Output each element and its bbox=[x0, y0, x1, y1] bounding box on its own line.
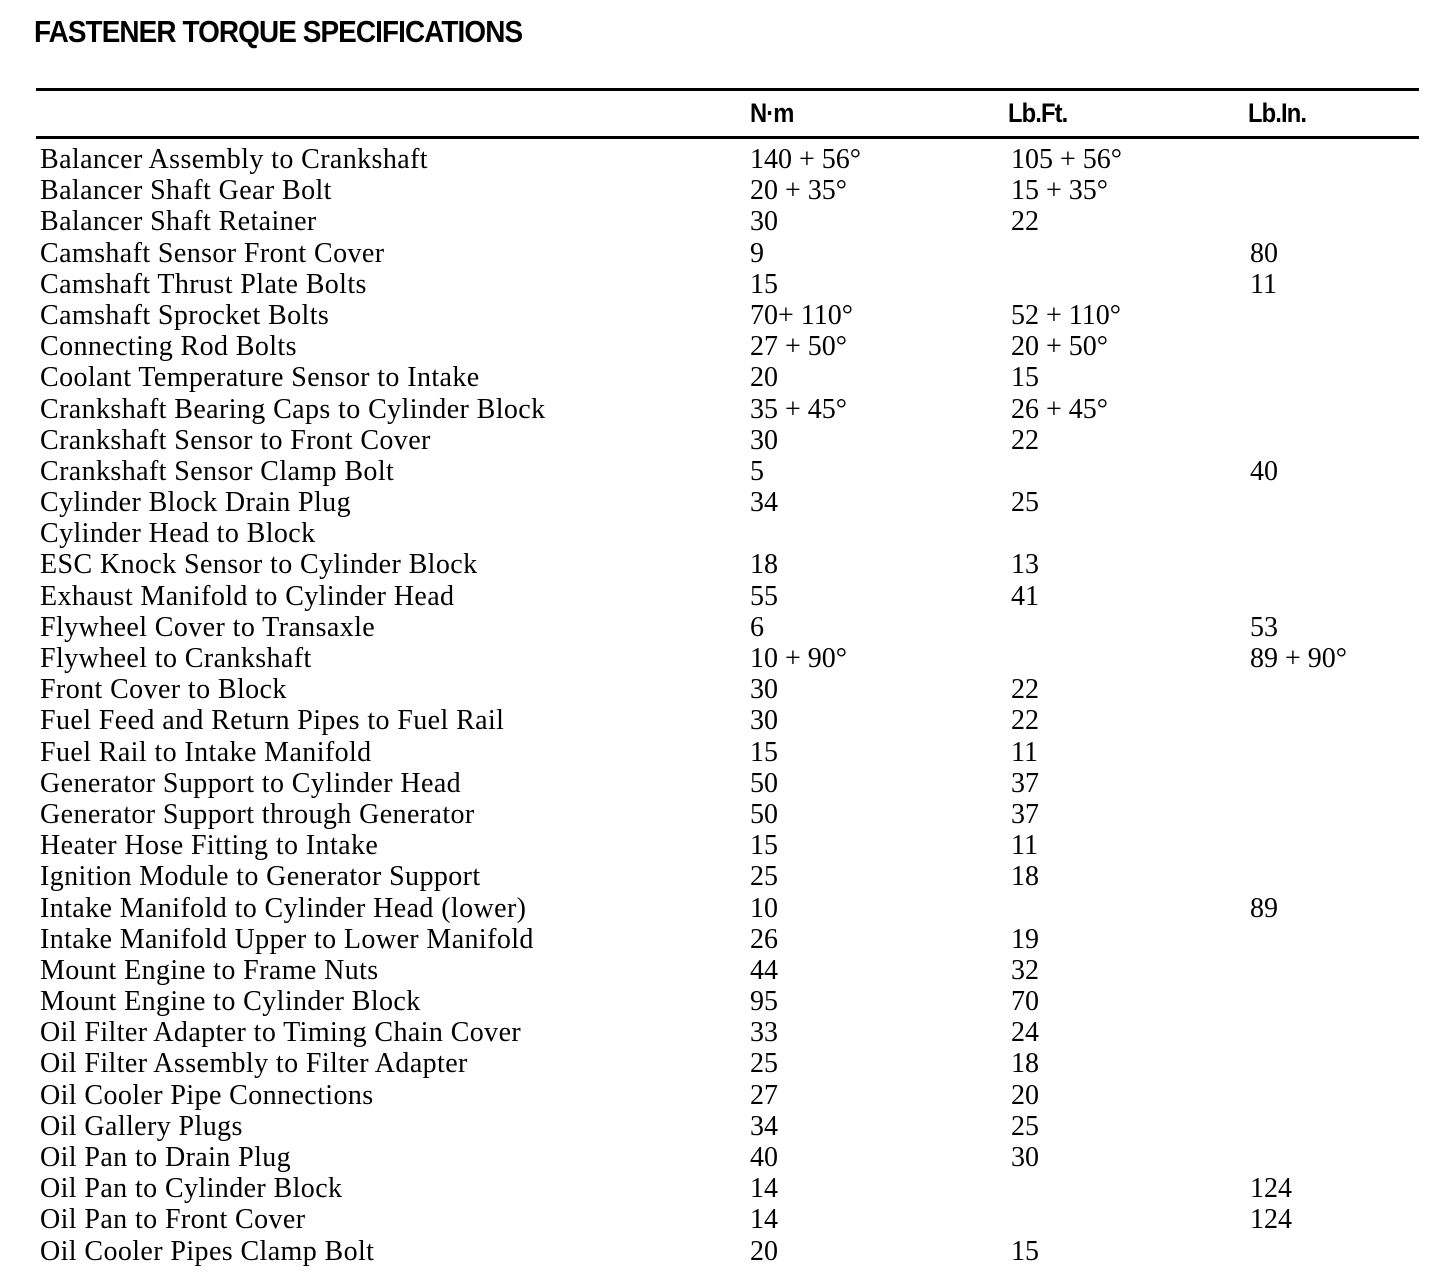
table-row bbox=[40, 394, 1420, 425]
column-header-lbft: Lb.Ft. bbox=[1008, 98, 1068, 128]
torque-nm: 5 bbox=[750, 455, 764, 487]
table-row bbox=[40, 924, 1420, 955]
table-row bbox=[40, 643, 1420, 674]
torque-nm: 34 bbox=[750, 1110, 778, 1142]
table-row bbox=[40, 1048, 1420, 1079]
table-row bbox=[40, 1236, 1420, 1267]
table-row bbox=[40, 955, 1420, 986]
header-bottom-rule bbox=[36, 136, 1419, 139]
table-row bbox=[40, 518, 1420, 549]
fastener-name: Balancer Assembly to Crankshaft bbox=[40, 144, 428, 175]
table-row bbox=[40, 1142, 1420, 1173]
fastener-name: Coolant Temperature Sensor to Intake bbox=[40, 362, 480, 394]
torque-lbft: 105 + 56° bbox=[1011, 144, 1122, 175]
torque-lbin: 89 bbox=[1250, 892, 1278, 924]
torque-nm: 10 + 90° bbox=[750, 643, 847, 674]
torque-nm: 20 + 35° bbox=[750, 175, 847, 207]
torque-nm: 25 bbox=[750, 1048, 778, 1080]
torque-nm: 50 bbox=[750, 767, 778, 799]
torque-lbft: 20 + 50° bbox=[1011, 331, 1108, 363]
fastener-name: Oil Pan to Front Cover bbox=[40, 1204, 306, 1236]
fastener-name: Oil Filter Assembly to Filter Adapter bbox=[40, 1048, 468, 1080]
fastener-name: Exhaust Manifold to Cylinder Head bbox=[40, 580, 455, 612]
table-row bbox=[40, 331, 1420, 362]
torque-nm: 55 bbox=[750, 580, 778, 612]
table-row bbox=[40, 768, 1420, 799]
table-row bbox=[40, 986, 1420, 1017]
fastener-name: Front Cover to Block bbox=[40, 674, 287, 706]
table-row bbox=[40, 1080, 1420, 1111]
table-row bbox=[40, 425, 1420, 456]
torque-lbft: 24 bbox=[1011, 1017, 1039, 1049]
fastener-name: Generator Support through Generator bbox=[40, 798, 475, 830]
table-row bbox=[40, 830, 1420, 861]
table-row bbox=[40, 893, 1420, 924]
fastener-name: Connecting Rod Bolts bbox=[40, 331, 297, 363]
torque-lbft: 25 bbox=[1011, 487, 1039, 519]
table-row bbox=[40, 549, 1420, 580]
fastener-name: Generator Support to Cylinder Head bbox=[40, 767, 462, 799]
torque-lbin: 124 bbox=[1250, 1204, 1292, 1236]
torque-lbft: 32 bbox=[1011, 954, 1039, 986]
torque-nm: 27 + 50° bbox=[750, 331, 847, 363]
table-row bbox=[40, 1204, 1420, 1235]
table-row bbox=[40, 1111, 1420, 1142]
page-title: FASTENER TORQUE SPECIFICATIONS bbox=[34, 14, 523, 49]
fastener-name: Oil Cooler Pipe Connections bbox=[40, 1079, 374, 1111]
torque-lbft: 15 bbox=[1011, 1235, 1039, 1267]
fastener-name: Oil Pan to Cylinder Block bbox=[40, 1173, 343, 1205]
table-row bbox=[40, 799, 1420, 830]
torque-nm: 50 bbox=[750, 798, 778, 830]
fastener-name: Mount Engine to Cylinder Block bbox=[40, 986, 421, 1018]
torque-nm: 15 bbox=[750, 268, 778, 300]
table-row bbox=[40, 674, 1420, 705]
fastener-name: Camshaft Thrust Plate Bolts bbox=[40, 268, 367, 300]
fastener-name: Cylinder Head to Block bbox=[40, 518, 316, 550]
torque-lbft: 70 bbox=[1011, 986, 1039, 1018]
torque-nm: 26 bbox=[750, 923, 778, 955]
torque-nm: 20 bbox=[750, 362, 778, 394]
fastener-name: Heater Hose Fitting to Intake bbox=[40, 830, 379, 862]
torque-lbin: 53 bbox=[1250, 611, 1278, 643]
torque-lbft: 11 bbox=[1011, 830, 1038, 862]
torque-lbft: 22 bbox=[1011, 206, 1039, 238]
table-row bbox=[40, 612, 1420, 643]
torque-lbin: 80 bbox=[1250, 237, 1278, 269]
torque-nm: 10 bbox=[750, 892, 778, 924]
torque-lbft: 37 bbox=[1011, 767, 1039, 799]
header-top-rule bbox=[36, 88, 1419, 91]
table-row bbox=[40, 581, 1420, 612]
fastener-name: Oil Cooler Pipes Clamp Bolt bbox=[40, 1235, 375, 1267]
table-row bbox=[40, 1017, 1420, 1048]
fastener-name: Ignition Module to Generator Support bbox=[40, 861, 481, 893]
torque-nm: 40 bbox=[750, 1142, 778, 1173]
fastener-name: Cylinder Block Drain Plug bbox=[40, 487, 351, 519]
fastener-name: Intake Manifold to Cylinder Head (lower) bbox=[40, 892, 527, 924]
torque-lbin: 89 + 90° bbox=[1250, 643, 1347, 674]
torque-lbft: 41 bbox=[1011, 580, 1039, 612]
table-row bbox=[40, 861, 1420, 892]
torque-lbft: 11 bbox=[1011, 736, 1038, 768]
torque-nm: 35 + 45° bbox=[750, 393, 847, 425]
fastener-name: Fuel Rail to Intake Manifold bbox=[40, 736, 372, 768]
torque-nm: 34 bbox=[750, 487, 778, 519]
table-row bbox=[40, 238, 1420, 269]
torque-lbft: 20 bbox=[1011, 1079, 1039, 1111]
torque-nm: 70+ 110° bbox=[750, 299, 853, 331]
fastener-name: Fuel Feed and Return Pipes to Fuel Rail bbox=[40, 705, 505, 737]
table-row bbox=[40, 175, 1420, 206]
torque-lbft: 15 bbox=[1011, 362, 1039, 394]
torque-lbft: 19 bbox=[1011, 923, 1039, 955]
torque-lbft: 15 + 35° bbox=[1011, 175, 1108, 207]
torque-lbft: 18 bbox=[1011, 861, 1039, 893]
torque-nm: 30 bbox=[750, 424, 778, 456]
torque-lbin: 124 bbox=[1250, 1173, 1292, 1205]
table-row bbox=[40, 300, 1420, 331]
table-row bbox=[40, 362, 1420, 393]
torque-nm: 30 bbox=[750, 206, 778, 238]
table-row bbox=[40, 144, 1420, 175]
torque-nm: 15 bbox=[750, 736, 778, 768]
fastener-name: Intake Manifold Upper to Lower Manifold bbox=[40, 923, 534, 955]
fastener-name: Balancer Shaft Retainer bbox=[40, 206, 317, 238]
torque-nm: 14 bbox=[750, 1173, 778, 1205]
fastener-name: Oil Gallery Plugs bbox=[40, 1110, 243, 1142]
torque-lbft: 30 bbox=[1011, 1142, 1039, 1173]
table-row bbox=[40, 1173, 1420, 1204]
torque-lbft: 22 bbox=[1011, 424, 1039, 456]
torque-nm: 9 bbox=[750, 237, 764, 269]
torque-lbft: 13 bbox=[1011, 549, 1039, 581]
fastener-name: Crankshaft Sensor Clamp Bolt bbox=[40, 455, 395, 487]
fastener-name: Camshaft Sensor Front Cover bbox=[40, 237, 385, 269]
torque-nm: 27 bbox=[750, 1079, 778, 1111]
torque-nm: 18 bbox=[750, 549, 778, 581]
fastener-name: ESC Knock Sensor to Cylinder Block bbox=[40, 549, 478, 581]
torque-lbft: 18 bbox=[1011, 1048, 1039, 1080]
torque-lbft: 25 bbox=[1011, 1110, 1039, 1142]
fastener-name: Flywheel Cover to Transaxle bbox=[40, 611, 376, 643]
torque-nm: 30 bbox=[750, 705, 778, 737]
torque-nm: 25 bbox=[750, 861, 778, 893]
table-row bbox=[40, 456, 1420, 487]
fastener-name: Balancer Shaft Gear Bolt bbox=[40, 175, 332, 207]
torque-nm: 140 + 56° bbox=[750, 144, 861, 175]
torque-lbft: 37 bbox=[1011, 798, 1039, 830]
table-row bbox=[40, 705, 1420, 736]
torque-nm: 6 bbox=[750, 611, 764, 643]
table-row bbox=[40, 269, 1420, 300]
fastener-name: Camshaft Sprocket Bolts bbox=[40, 299, 330, 331]
torque-nm: 44 bbox=[750, 954, 778, 986]
fastener-name: Oil Pan to Drain Plug bbox=[40, 1142, 292, 1173]
table-row bbox=[40, 487, 1420, 518]
torque-nm: 14 bbox=[750, 1204, 778, 1236]
torque-nm: 95 bbox=[750, 986, 778, 1018]
fastener-name: Crankshaft Bearing Caps to Cylinder Block bbox=[40, 393, 546, 425]
fastener-name: Crankshaft Sensor to Front Cover bbox=[40, 424, 431, 456]
torque-nm: 33 bbox=[750, 1017, 778, 1049]
fastener-name: Oil Filter Adapter to Timing Chain Cover bbox=[40, 1017, 522, 1049]
table-row bbox=[40, 737, 1420, 768]
fastener-name: Mount Engine to Frame Nuts bbox=[40, 954, 379, 986]
torque-lbin: 40 bbox=[1250, 455, 1278, 487]
torque-nm: 30 bbox=[750, 674, 778, 706]
table-row bbox=[40, 206, 1420, 237]
fastener-name: Flywheel to Crankshaft bbox=[40, 643, 312, 674]
torque-lbft: 22 bbox=[1011, 705, 1039, 737]
torque-lbft: 26 + 45° bbox=[1011, 393, 1108, 425]
torque-lbft: 22 bbox=[1011, 674, 1039, 706]
torque-lbin: 11 bbox=[1250, 268, 1277, 300]
column-header-nm: N·m bbox=[750, 98, 794, 128]
torque-nm: 15 bbox=[750, 830, 778, 862]
column-header-lbin: Lb.In. bbox=[1248, 98, 1307, 128]
torque-spec-table bbox=[40, 144, 1420, 1267]
torque-nm: 20 bbox=[750, 1235, 778, 1267]
torque-lbft: 52 + 110° bbox=[1011, 299, 1121, 331]
